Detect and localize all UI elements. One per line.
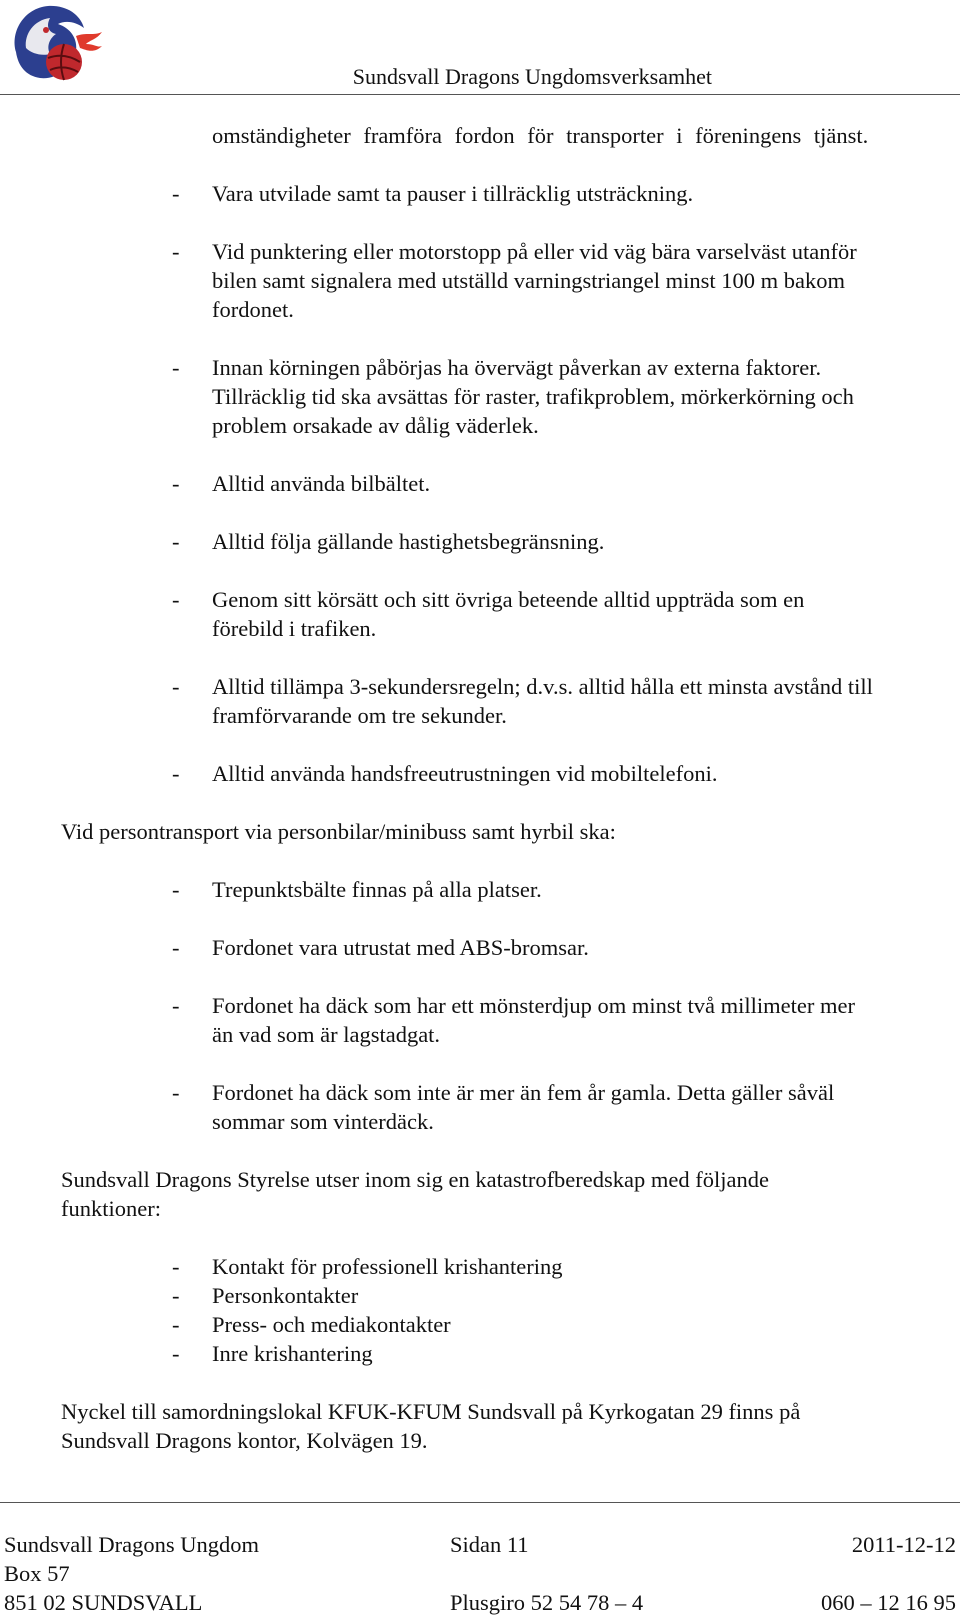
footer-box: Box 57 — [4, 1561, 70, 1586]
paragraph: Nyckel till samordningslokal KFUK-KFUM Sundsvall på Kyrkogatan 29 finns på — [61, 1399, 801, 1424]
footer-city: 851 02 SUNDSVALL — [4, 1590, 203, 1615]
footer-row — [0, 1588, 960, 1617]
paragraph: Sundsvall Dragons Styrelse utser inom sig en katastrofberedskap med följande — [61, 1167, 769, 1192]
footer-org: Sundsvall Dragons Ungdom — [4, 1532, 259, 1557]
page-header — [0, 0, 960, 96]
footer-row — [0, 1559, 960, 1588]
header-divider — [0, 94, 960, 95]
paragraph: Vid persontransport via personbilar/minibuss samt hyrbil ska: — [61, 819, 616, 844]
footer-plusgiro: Plusgiro 52 54 78 – 4 — [450, 1590, 644, 1615]
paragraph-continuation: funktioner: — [61, 1196, 161, 1221]
footer-divider — [0, 1502, 960, 1503]
footer-date: 2011-12-12 — [851, 1532, 956, 1557]
footer-page-number: Sidan 11 — [450, 1532, 529, 1557]
footer-phone: 060 – 12 16 95 — [821, 1590, 956, 1615]
paragraph-continuation: Sundsvall Dragons kontor, Kolvägen 19. — [61, 1428, 428, 1453]
header-title: Sundsvall Dragons Ungdomsverksamhet — [352, 64, 712, 89]
footer-row — [0, 1530, 960, 1559]
